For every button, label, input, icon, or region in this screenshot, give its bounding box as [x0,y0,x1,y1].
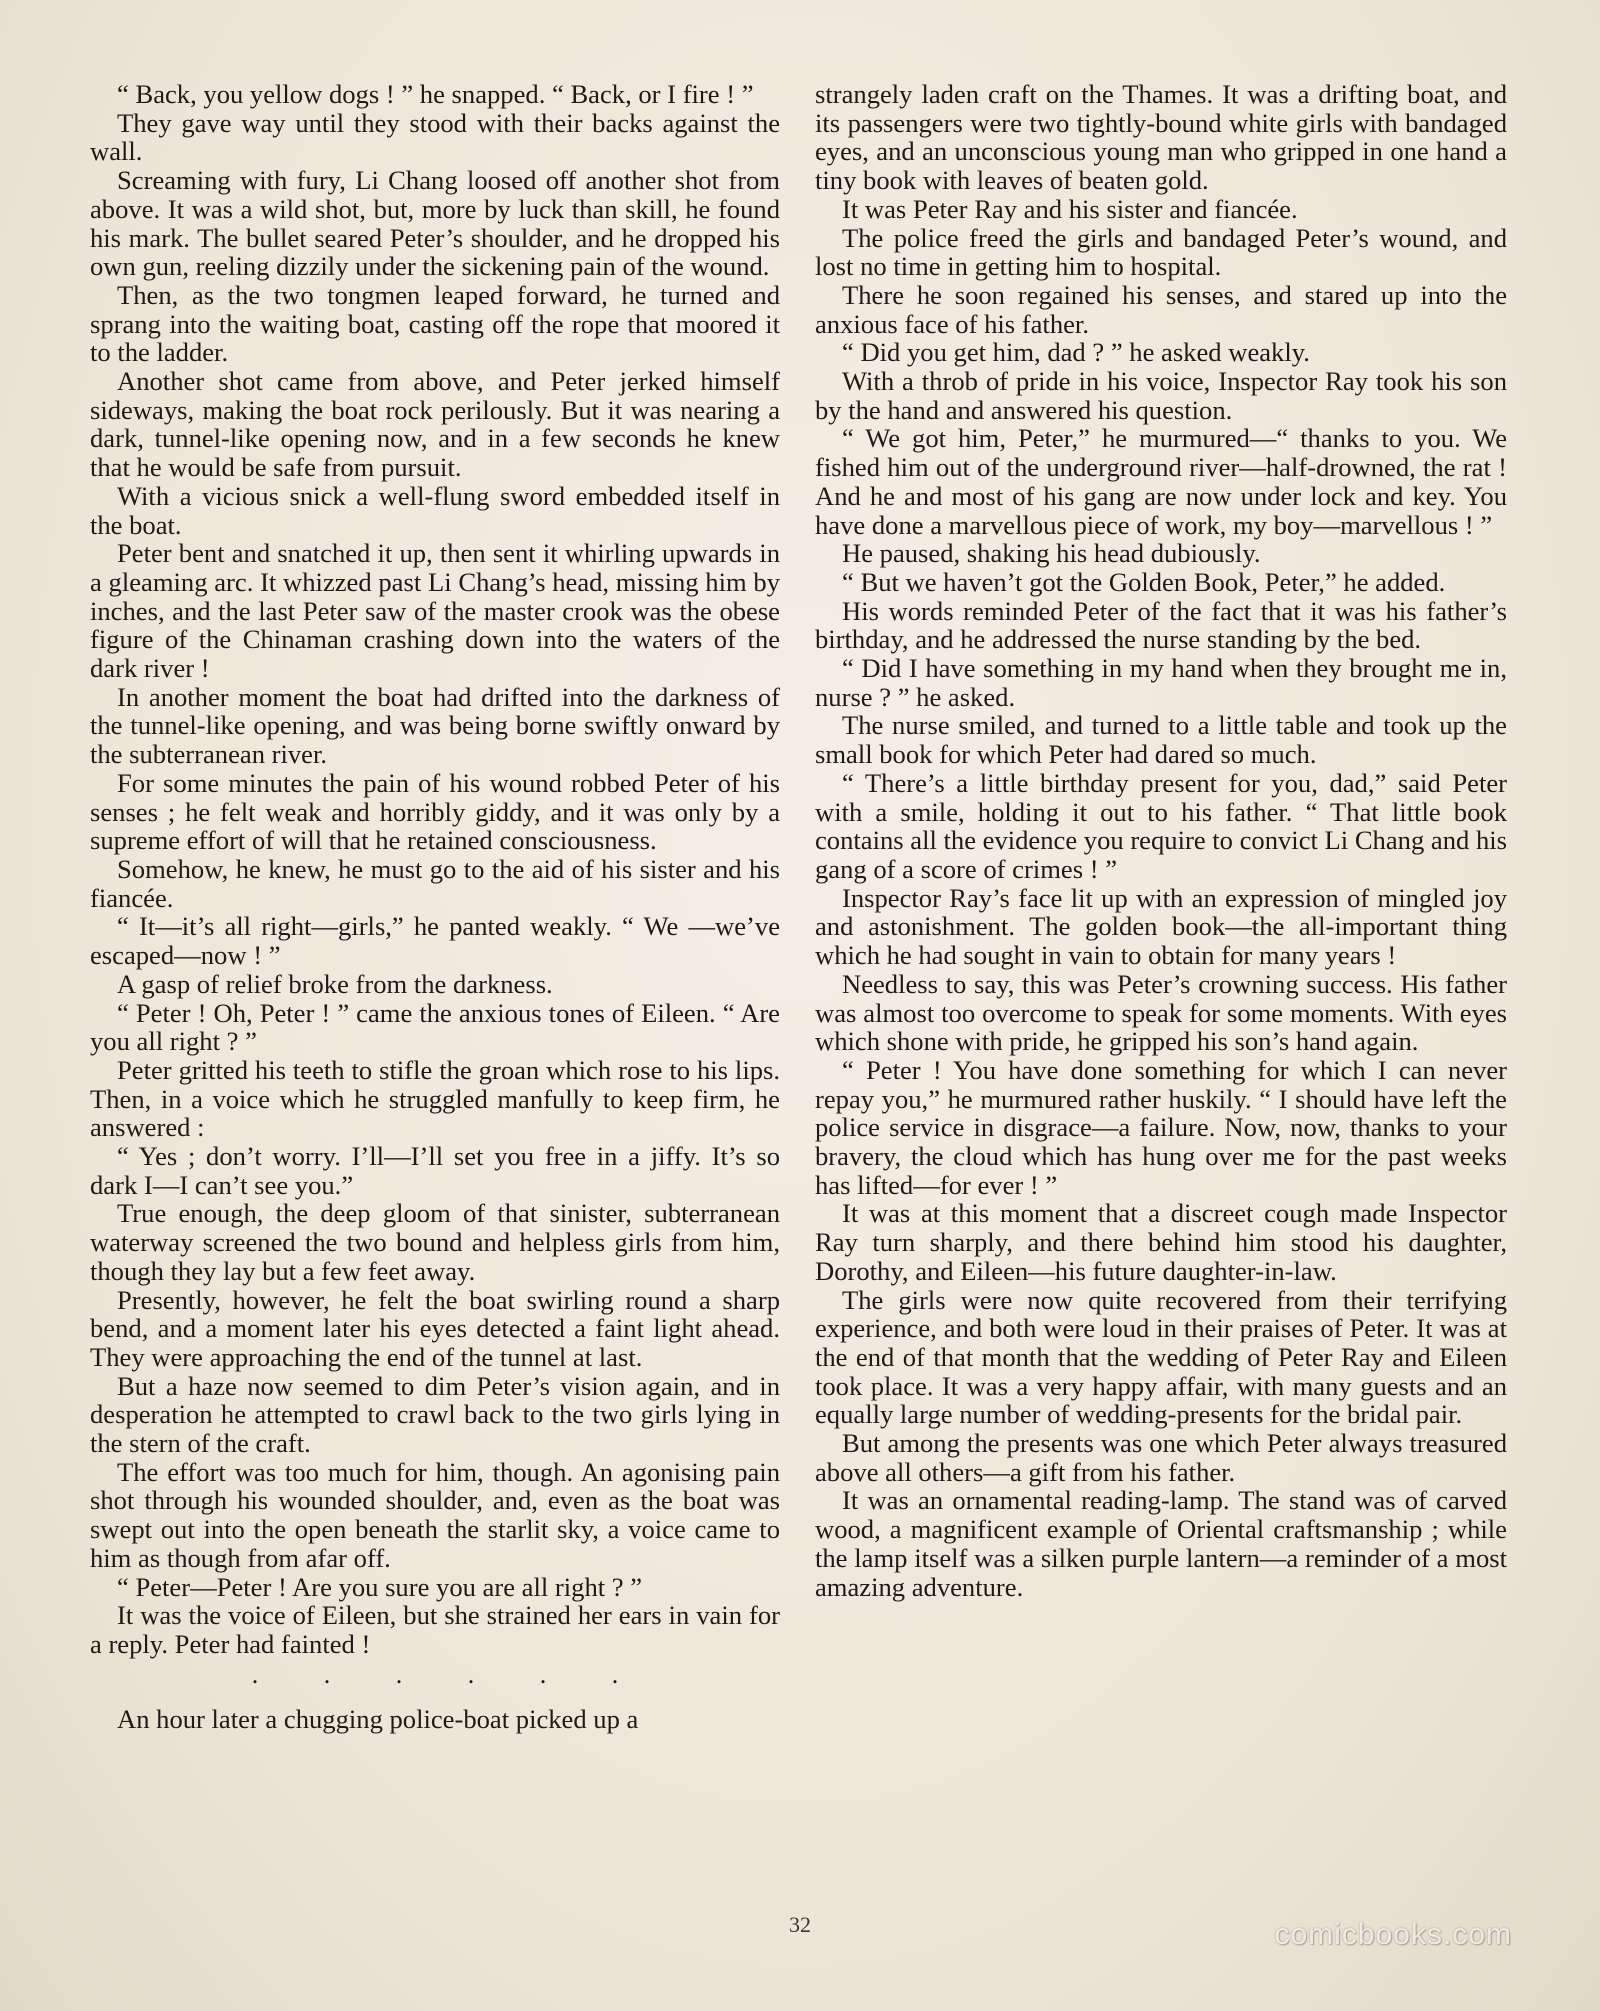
right-column [815,80,1507,1601]
paragraph: “ Yes ; don’t worry. I’ll—I’ll set you free in a jiffy. It’s so dark I—I can’t see you.” [90,1141,780,1200]
paragraph: “ Did you get him, dad ? ” he asked weakly. [842,337,1310,368]
paragraph: “ But we haven’t got the Golden Book, Peter,” he added. [842,566,1446,597]
paragraph: Peter gritted his teeth to stifle the groan which rose to his lips. Then, in a voice which he struggled manfully to keep firm, he answered : [90,1054,780,1143]
paragraph: They gave way until they stood with their backs against the wall. [90,107,780,167]
paragraph: It was Peter Ray and his sister and fiancée. [842,193,1298,224]
paragraph: Then, as the two tongmen leaped forward, he turned and sprang into the waiting boat, casting off the rope that moored it to the ladder. [90,279,780,368]
paragraph: A gasp of relief broke from the darkness. [117,968,553,999]
break-dot: . [611,1659,619,1689]
paragraph: “ There’s a little birthday present for you, dad,” said Peter with a smile, holding it out to his father. “ That little book contains all the evidence you require to convict Li Chang and his gang of a score of crimes ! ” [815,767,1507,884]
paragraph: It was at this moment that a discreet cough made Inspector Ray turn sharply, and there behind him stood his daughter, Dorothy, and Eileen—his future daughter-in-law. [815,1198,1507,1286]
break-dot: . [467,1659,475,1689]
paragraph: With a vicious snick a well-flung sword embedded itself in the boat. [90,480,780,540]
right-paragraphs [815,80,1507,1601]
site-watermark: comicbooks.com [1274,1918,1512,1951]
paragraph: He paused, shaking his head dubiously. [842,538,1261,569]
paragraph: The girls were now quite recovered from their terrifying experience, and both were loud in their praises of Peter. It was at the end of that month that the wedding of Peter Ray and Eileen took place. It was a very happy affair, with many guests and an equally large number of wedding-presents for the bridal pair. [815,1284,1507,1430]
paragraph: With a throb of pride in his voice, Inspector Ray took his son by the hand and answered his question. [815,366,1507,425]
paragraph: Presently, however, he felt the boat swirling round a sharp bend, and a moment later his eyes detected a faint light ahead. They were approaching the end of the tunnel at last. [90,1284,780,1372]
paragraph: “ Peter ! You have done something for which I can never repay you,” he murmured rather huskily. “ I should have left the police service in disgrace—a failure. Now, now, thanks to your bravery, the cloud which has hung over me for the past weeks has lifted—for ever ! ” [815,1054,1507,1200]
page-number: 32 [789,1912,811,1937]
paragraph: But among the presents was one which Peter always treasured above all others—a gift from his father. [815,1428,1507,1487]
section-break-dots [90,1659,780,1689]
paragraph: Screaming with fury, Li Chang loosed off another shot from above. It was a wild shot, but, more by luck than skill, he found his mark. The bullet seared Peter’s shoulder, and he dropped his own gun, reeling dizzily under the sickening pain of the wound. [90,165,780,282]
paragraph: Needless to say, this was Peter’s crowning success. His father was almost too overcome to speak for some moments. With eyes which shone with pride, he gripped his son’s hand again. [815,968,1507,1057]
break-dot: . [395,1659,403,1689]
left-paragraphs [90,80,780,1659]
paragraph: It was an ornamental reading-lamp. The stand was of carved wood, a magnificent example of Oriental craftsmanship ; while the lamp itself was a silken purple lantern—a reminder of a most amazing adventure. [815,1485,1507,1602]
paragraph: The nurse smiled, and turned to a little table and took up the small book for which Peter had dared so much. [815,710,1507,770]
break-dot: . [539,1659,547,1689]
paragraph: The police freed the girls and bandaged Peter’s wound, and lost no time in getting him to hospital. [815,222,1507,282]
paragraph: Somehow, he knew, he must go to the aid of his sister and his fiancée. [90,853,780,913]
paragraph: In another moment the boat had drifted into the darkness of the tunnel-like opening, and was being borne swiftly onward by the subterranean river. [90,681,780,770]
paragraph: His words reminded Peter of the fact that it was his father’s birthday, and he addressed the nurse standing by the bed. [815,595,1507,655]
break-dot: . [251,1659,259,1689]
paragraph: Peter bent and snatched it up, then sent it whirling upwards in a gleaming arc. It whizzed past Li Chang’s head, missing him by inches, and the last Peter saw of the master crook was the obese figure of the Chinaman crashing down into the waters of the dark river ! [90,538,780,684]
paragraph: “ It—it’s all right—girls,” he panted weakly. “ We —we’ve escaped—now ! ” [90,911,780,971]
left-column [90,80,780,1733]
paragraph: “ Peter—Peter ! Are you sure you are all right ? ” [117,1571,643,1602]
paragraph: “ Back, you yellow dogs ! ” he snapped. “ Back, or I fire ! ” [117,79,754,109]
paragraph: “ We got him, Peter,” he murmured—“ thanks to you. We fished him out of the underground river—half-drowned, the rat ! And he and most of his gang are now under lock and key. You have done a marvellous piece of work, my boy—marvellous ! ” [815,423,1507,540]
paragraph: For some minutes the pain of his wound robbed Peter of his senses ; he felt weak and horribly giddy, and it was only by a supreme effort of will that he retained consciousness. [90,767,780,856]
paragraph: The effort was too much for him, though. An agonising pain shot through his wounded shoulder, and, even as the boat was swept out into the open beneath the starlit sky, a voice came to him as though from afar off. [90,1456,780,1573]
paragraph: It was the voice of Eileen, but she strained her ears in vain for a reply. Peter had fainted ! [90,1600,780,1659]
paragraph: But a haze now seemed to dim Peter’s vision again, and in desperation he attempted to crawl back to the two girls lying in the stern of the craft. [90,1370,780,1459]
paragraph: An hour later a chugging police-boat picked up a [117,1703,639,1734]
paragraph: “ Peter ! Oh, Peter ! ” came the anxious tones of Eileen. “ Are you all right ? ” [90,997,780,1057]
paragraph: strangely laden craft on the Thames. It was a drifting boat, and its passengers were two tightly-bound white girls with bandaged eyes, and an unconscious young man who gripped in one hand a tiny book with leaves of beaten gold. [815,79,1507,196]
paragraph: There he soon regained his senses, and stared up into the anxious face of his father. [815,279,1507,339]
paragraph: Another shot came from above, and Peter jerked himself sideways, making the boat rock perilously. But it was nearing a dark, tunnel-like opening now, and in a few seconds he knew that he would be safe from pursuit. [90,366,780,483]
paragraph: True enough, the deep gloom of that sinister, subterranean waterway screened the two bound and helpless girls from him, though they lay but a few feet away. [90,1198,780,1286]
paragraph: “ Did I have something in my hand when they brought me in, nurse ? ” he asked. [815,653,1507,712]
break-dot: . [323,1659,331,1689]
paragraph: Inspector Ray’s face lit up with an expression of mingled joy and astonishment. The golden book—the all-important thing which he had sought in vain to obtain for many years ! [815,882,1507,971]
